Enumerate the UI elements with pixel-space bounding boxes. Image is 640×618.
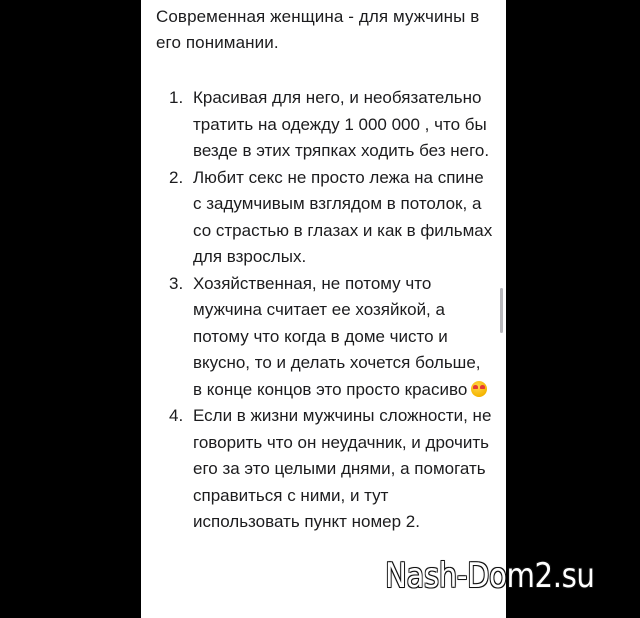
numbered-list [141, 85, 506, 536]
list-item-text: Хозяйственная, не потому что мужчина считает ее хозяйкой, а потому что когда в доме чисто и вкусно, то и делать хочется больше, в конце концов это просто красиво [193, 273, 481, 399]
list-item [141, 85, 506, 165]
watermark: Nash-Dom2.su [385, 556, 595, 596]
list-item [141, 271, 506, 404]
scrollbar[interactable] [500, 288, 503, 333]
note-page[interactable] [141, 0, 506, 618]
list-item-text: Если в жизни мужчины сложности, не говорить что он неудачник, и дрочить его за это целыми днями, а помогать справиться с ними, и тут использовать пункт номер 2. [193, 406, 492, 531]
list-item-text: Красивая для него, и необязательно тратить на одежду 1 000 000 , что бы везде в этих тряпках ходить без него. [193, 88, 490, 160]
list-item-number: 2. [169, 167, 184, 187]
list-item [141, 403, 506, 536]
intro-text: Современная женщина - для мужчины в его понимании. [156, 7, 480, 52]
list-item-number: 4. [169, 406, 184, 425]
list-item-number: 3. [169, 273, 184, 293]
list-item-text-wrap [193, 271, 493, 404]
list-item [141, 165, 506, 271]
list-item-number: 1. [169, 88, 184, 107]
heart-eyes-emoji-icon [471, 381, 487, 397]
list-item-text: Любит секс не просто лежа на спине с задумчивым взглядом в потолок, а со страстью в глазах и как в фильмах для взрослых. [193, 167, 493, 266]
